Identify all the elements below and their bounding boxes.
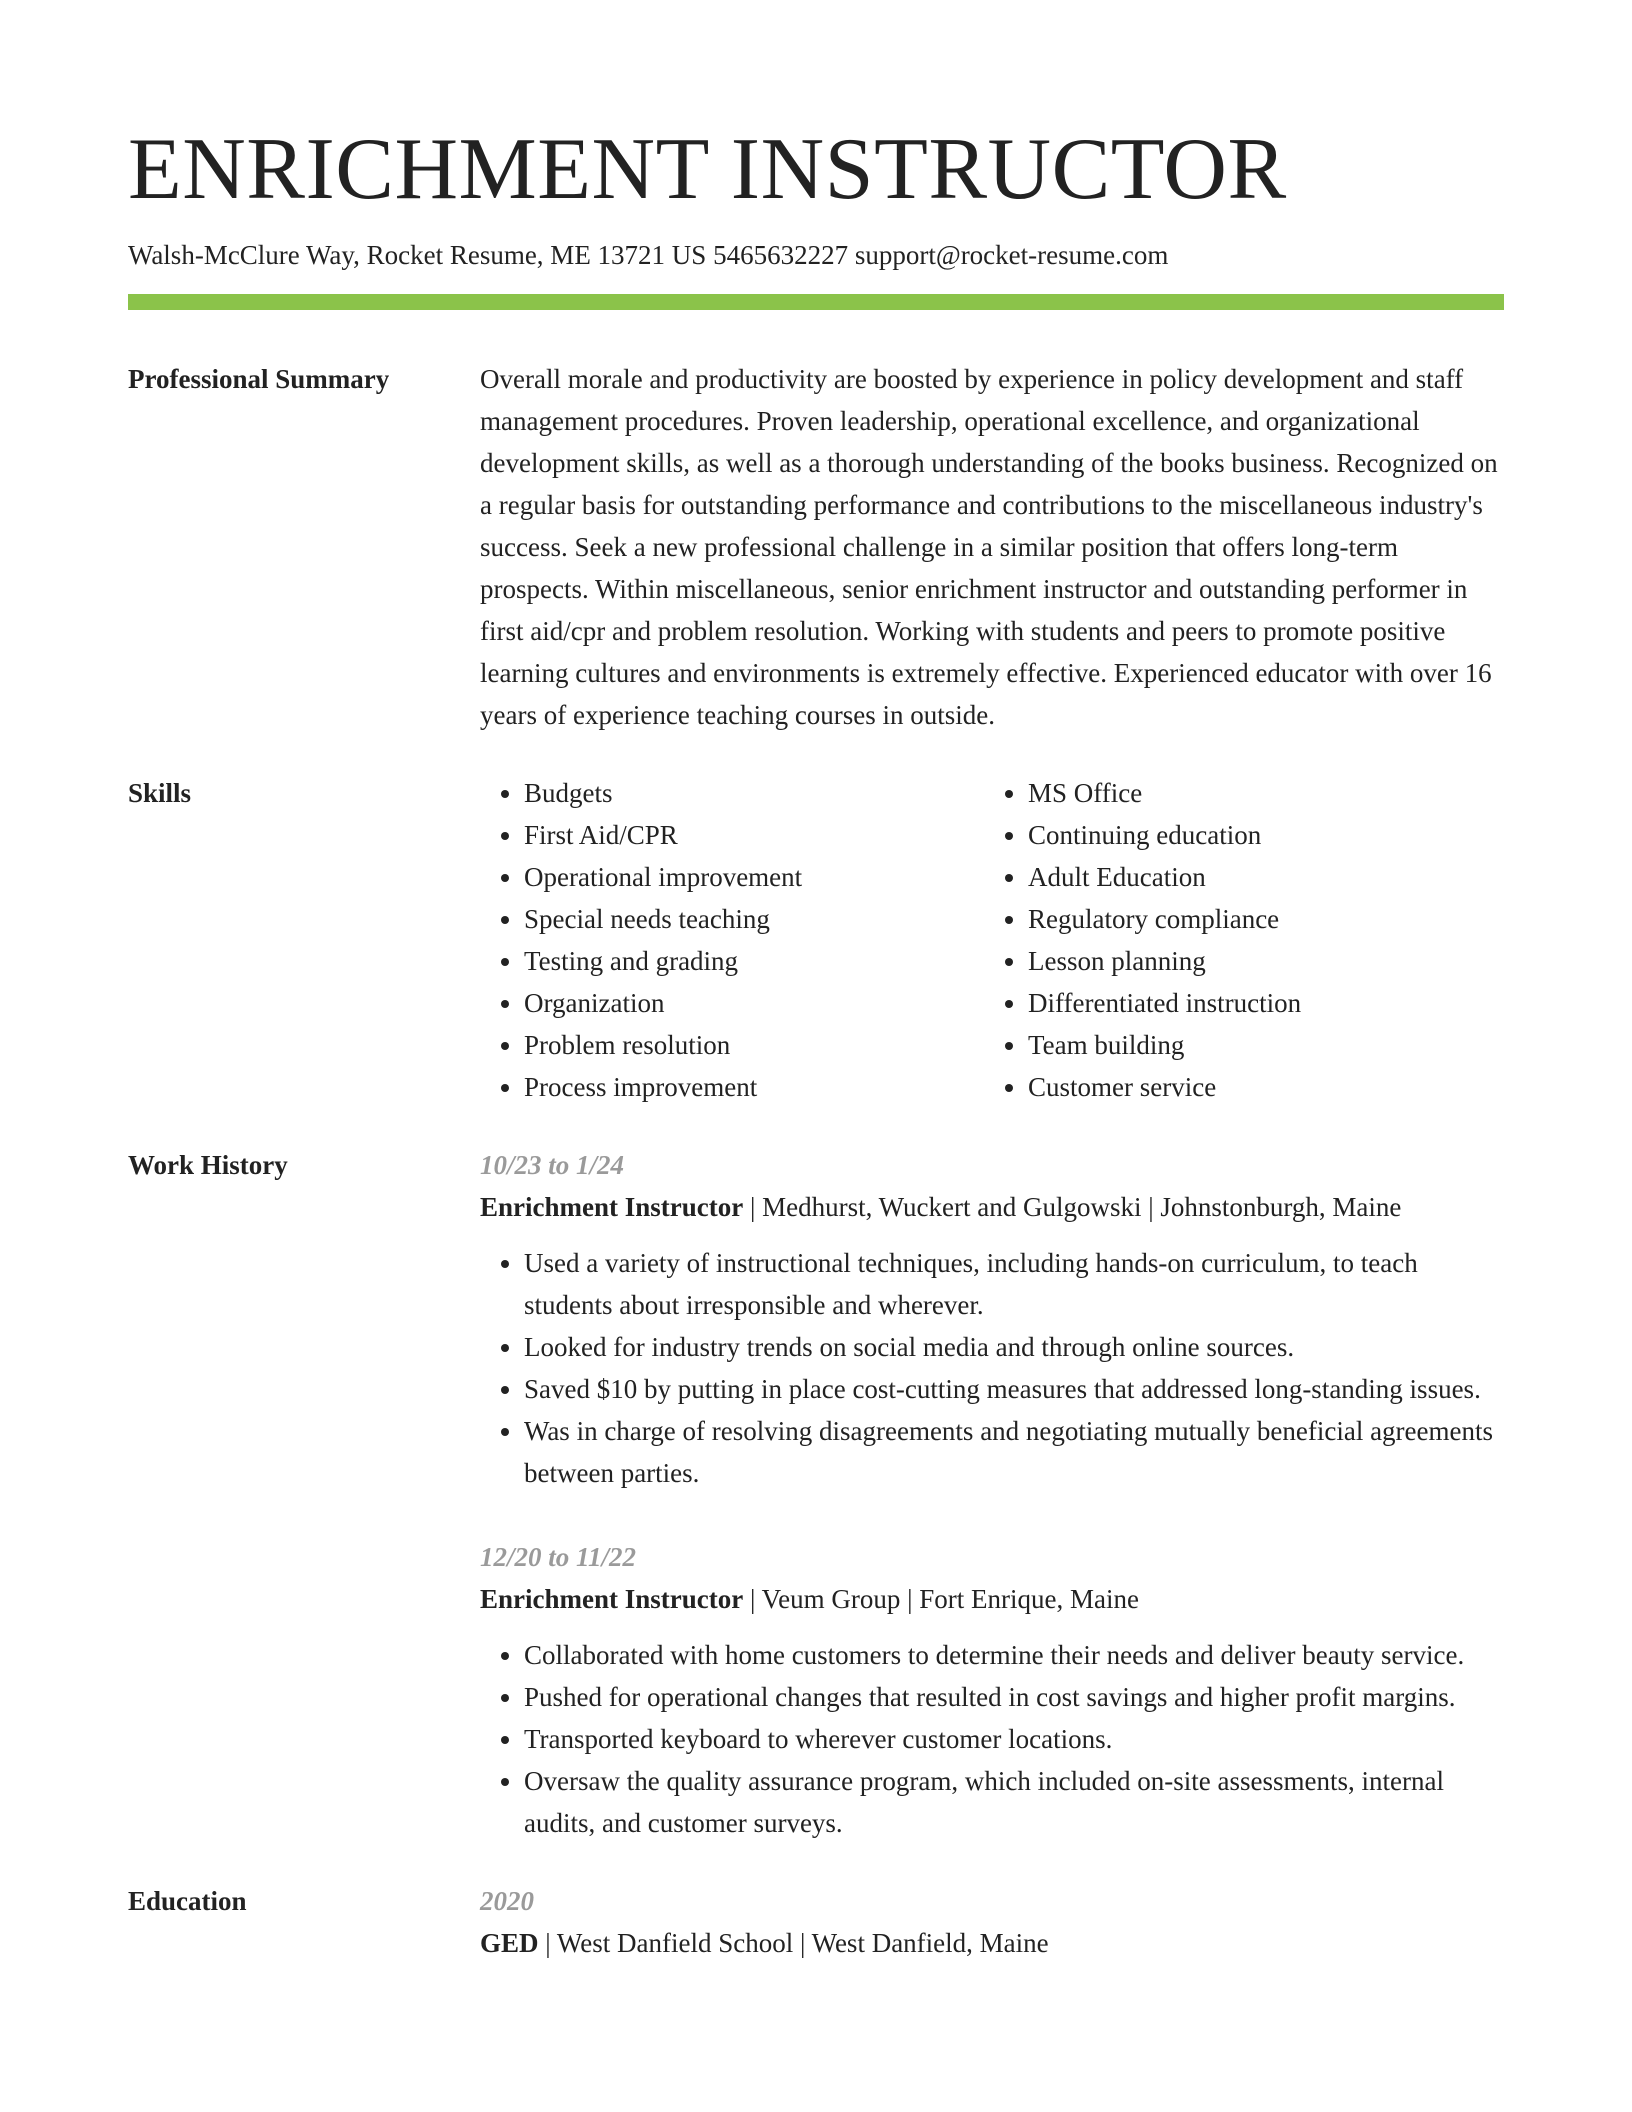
education-body	[480, 1880, 1504, 1964]
skills-section	[128, 772, 1504, 1108]
work-history-body	[480, 1144, 1504, 1844]
education-heading: Education	[128, 1886, 247, 1916]
list-item: • Special needs teaching	[524, 898, 984, 940]
job-title: Enrichment Instructor	[480, 1192, 744, 1222]
list-item: • Looked for industry trends on social media and through online sources.	[524, 1326, 1504, 1368]
list-item: • Team building	[1028, 1024, 1488, 1066]
education-section	[128, 1880, 1504, 1964]
list-item: • Collaborated with home customers to determine their needs and deliver beauty service.	[524, 1634, 1504, 1676]
summary-heading: Professional Summary	[128, 364, 390, 394]
accent-divider	[128, 294, 1504, 310]
list-item: • Continuing education	[1028, 814, 1488, 856]
education-dates: 2020	[480, 1886, 534, 1916]
list-item: • Used a variety of instructional techniques, including hands-on curriculum, to teach students about irresponsible and wherever.	[524, 1242, 1504, 1326]
work-history-heading: Work History	[128, 1150, 288, 1180]
contact-phone: 5465632227	[713, 240, 849, 270]
list-item: • Problem resolution	[524, 1024, 984, 1066]
job-bullets	[480, 1634, 1504, 1844]
contact-line	[128, 236, 1504, 274]
job-title: Enrichment Instructor	[480, 1584, 744, 1614]
list-item: • MS Office	[1028, 772, 1488, 814]
job-employer-location: | Medhurst, Wuckert and Gulgowski | Johnstonburgh, Maine	[743, 1192, 1402, 1222]
job-title-line	[480, 1578, 1504, 1620]
skills-columns	[480, 772, 1504, 1108]
list-item: • Organization	[524, 982, 984, 1024]
work-history-section	[128, 1144, 1504, 1844]
list-item: • Was in charge of resolving disagreements and negotiating mutually beneficial agreements between parties.	[524, 1410, 1504, 1494]
education-school-location: | West Danfield School | West Danfield, Maine	[538, 1928, 1049, 1958]
job-dates: 12/20 to 11/22	[480, 1542, 637, 1572]
job-employer-location: | Veum Group | Fort Enrique, Maine	[743, 1584, 1139, 1614]
job-bullets	[480, 1242, 1504, 1494]
list-item: • Testing and grading	[524, 940, 984, 982]
job-dates: 10/23 to 1/24	[480, 1150, 625, 1180]
skills-body	[480, 772, 1504, 1108]
skills-list-left	[480, 772, 984, 1108]
job-entry	[480, 1536, 1504, 1844]
summary-section	[128, 358, 1504, 736]
job-title-line	[480, 1186, 1504, 1228]
list-item: • Regulatory compliance	[1028, 898, 1488, 940]
list-item: • Differentiated instruction	[1028, 982, 1488, 1024]
skills-list-right	[984, 772, 1488, 1108]
list-item: • First Aid/CPR	[524, 814, 984, 856]
list-item: • Transported keyboard to wherever customer locations.	[524, 1718, 1504, 1760]
job-entry	[480, 1144, 1504, 1494]
list-item: • Saved $10 by putting in place cost-cutting measures that addressed long-standing issues.	[524, 1368, 1504, 1410]
education-title-line	[480, 1922, 1504, 1964]
contact-email: support@rocket-resume.com	[854, 240, 1169, 270]
education-degree: GED	[480, 1928, 539, 1958]
list-item: • Budgets	[524, 772, 984, 814]
summary-text: Overall morale and productivity are boosted by experience in policy development and staff management procedures. Proven leadership, operational excellence, and organizational development skills, as well as a thorough understanding of the books business. Recognized on a regular basis for outstanding performance and contributions to the miscellaneous industry's success. Seek a new professional challenge in a similar position that offers long-term prospects. Within miscellaneous, senior enrichment instructor and outstanding performer in first aid/cpr and problem resolution. Working with students and peers to promote positive learning cultures and environments is extremely effective. Experienced educator with over 16 years of experience teaching courses in outside.	[480, 364, 1498, 730]
list-item: • Process improvement	[524, 1066, 984, 1108]
summary-body	[480, 358, 1504, 736]
candidate-name: ENRICHMENT INSTRUCTOR	[128, 121, 1287, 218]
resume-page	[128, 118, 1504, 1964]
list-item: • Pushed for operational changes that resulted in cost savings and higher profit margins.	[524, 1676, 1504, 1718]
skills-heading: Skills	[128, 778, 192, 808]
list-item: • Adult Education	[1028, 856, 1488, 898]
list-item: • Operational improvement	[524, 856, 984, 898]
list-item: • Customer service	[1028, 1066, 1488, 1108]
contact-address: Walsh-McClure Way, Rocket Resume, ME 13721 US	[128, 240, 707, 270]
list-item: • Lesson planning	[1028, 940, 1488, 982]
list-item: • Oversaw the quality assurance program, which included on-site assessments, internal audits, and customer surveys.	[524, 1760, 1504, 1844]
